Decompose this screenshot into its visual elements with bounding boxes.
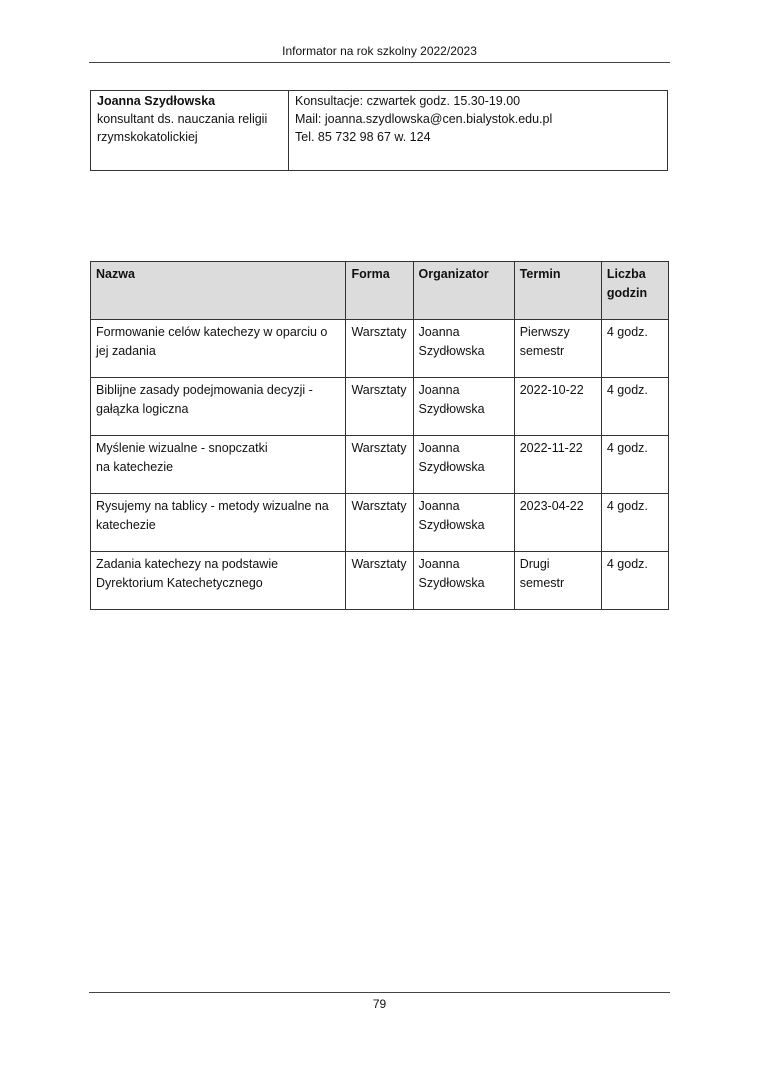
contact-consultation-hours: Konsultacje: czwartek godz. 15.30-19.00 <box>295 94 521 108</box>
header-liczba-godzin <box>601 262 668 320</box>
cell-nazwa-line1: Zadania katechezy na podstawie <box>96 557 279 571</box>
table-row <box>91 436 669 494</box>
cell-forma: Warsztaty <box>346 378 413 436</box>
cell-forma: Warsztaty <box>346 494 413 552</box>
cell-org-line2: Szydłowska <box>418 576 485 590</box>
contact-person <box>91 91 289 170</box>
cell-org-line2: Szydłowska <box>418 460 485 474</box>
cell-termin-line1: 2022-11-22 <box>519 441 583 455</box>
cell-nazwa-line2: na katechezie <box>96 460 174 474</box>
cell-termin-line1: Pierwszy <box>519 325 570 339</box>
cell-organizator <box>413 552 514 610</box>
cell-org-line2: Szydłowska <box>418 344 485 358</box>
page-header: Informator na rok szkolny 2022/2023 <box>89 44 670 63</box>
header-nazwa: Nazwa <box>91 262 346 320</box>
cell-organizator <box>413 378 514 436</box>
courses-table <box>90 261 669 610</box>
table-header-row <box>91 262 669 320</box>
cell-org-line1: Joanna <box>418 499 460 513</box>
cell-termin-line2: semestr <box>519 344 565 358</box>
cell-liczba-godzin: 4 godz. <box>601 320 668 378</box>
contact-email: Mail: joanna.szydlowska@cen.bialystok.edu.pl <box>295 112 553 126</box>
header-termin: Termin <box>514 262 601 320</box>
cell-nazwa-line1: Rysujemy na tablicy - metody wizualne na <box>96 499 329 513</box>
contact-role-line2: rzymskokatolickiej <box>97 130 198 144</box>
contact-role-line1: konsultant ds. nauczania religii <box>97 112 268 126</box>
table-row <box>91 552 669 610</box>
cell-forma: Warsztaty <box>346 320 413 378</box>
header-liczba-line2: godzin <box>606 286 648 300</box>
cell-nazwa <box>91 552 346 610</box>
page-number: 79 <box>89 992 670 1011</box>
cell-org-line1: Joanna <box>418 557 460 571</box>
cell-termin-line1: 2022-10-22 <box>519 383 584 397</box>
cell-termin <box>514 494 601 552</box>
cell-liczba-godzin: 4 godz. <box>601 494 668 552</box>
contact-name: Joanna Szydłowska <box>97 94 216 108</box>
cell-organizator <box>413 320 514 378</box>
cell-nazwa <box>91 436 346 494</box>
cell-termin-line1: 2023-04-22 <box>519 499 584 513</box>
cell-liczba-godzin: 4 godz. <box>601 378 668 436</box>
cell-organizator <box>413 436 514 494</box>
cell-nazwa-line2: jej zadania <box>96 344 156 358</box>
cell-forma: Warsztaty <box>346 552 413 610</box>
cell-termin <box>514 436 601 494</box>
cell-termin-line2: semestr <box>519 576 565 590</box>
cell-nazwa-line1: Formowanie celów katechezy w oparciu o <box>96 325 328 339</box>
cell-nazwa-line2: Dyrektorium Katechetycznego <box>96 576 263 590</box>
table-row <box>91 494 669 552</box>
header-liczba-line1: Liczba <box>606 267 646 281</box>
cell-org-line1: Joanna <box>418 383 460 397</box>
cell-nazwa <box>91 494 346 552</box>
cell-org-line1: Joanna <box>418 441 460 455</box>
cell-org-line2: Szydłowska <box>418 402 485 416</box>
cell-nazwa-line1: Biblijne zasady podejmowania decyzji - <box>96 383 313 397</box>
cell-nazwa <box>91 320 346 378</box>
contact-box <box>90 90 668 171</box>
cell-forma: Warsztaty <box>346 436 413 494</box>
cell-nazwa-line1: Myślenie wizualne - snopczatki <box>96 441 268 455</box>
table-row <box>91 320 669 378</box>
cell-termin <box>514 320 601 378</box>
cell-org-line2: Szydłowska <box>418 518 485 532</box>
cell-termin-line1: Drugi <box>519 557 550 571</box>
cell-liczba-godzin: 4 godz. <box>601 552 668 610</box>
cell-nazwa <box>91 378 346 436</box>
header-organizator: Organizator <box>413 262 514 320</box>
cell-nazwa-line2: katechezie <box>96 518 156 532</box>
cell-nazwa-line2: gałązka logiczna <box>96 402 189 416</box>
header-forma: Forma <box>346 262 413 320</box>
cell-org-line1: Joanna <box>418 325 460 339</box>
table-row <box>91 378 669 436</box>
contact-details <box>289 91 667 170</box>
cell-organizator <box>413 494 514 552</box>
cell-liczba-godzin: 4 godz. <box>601 436 668 494</box>
cell-termin <box>514 378 601 436</box>
cell-termin <box>514 552 601 610</box>
contact-phone: Tel. 85 732 98 67 w. 124 <box>295 130 431 144</box>
